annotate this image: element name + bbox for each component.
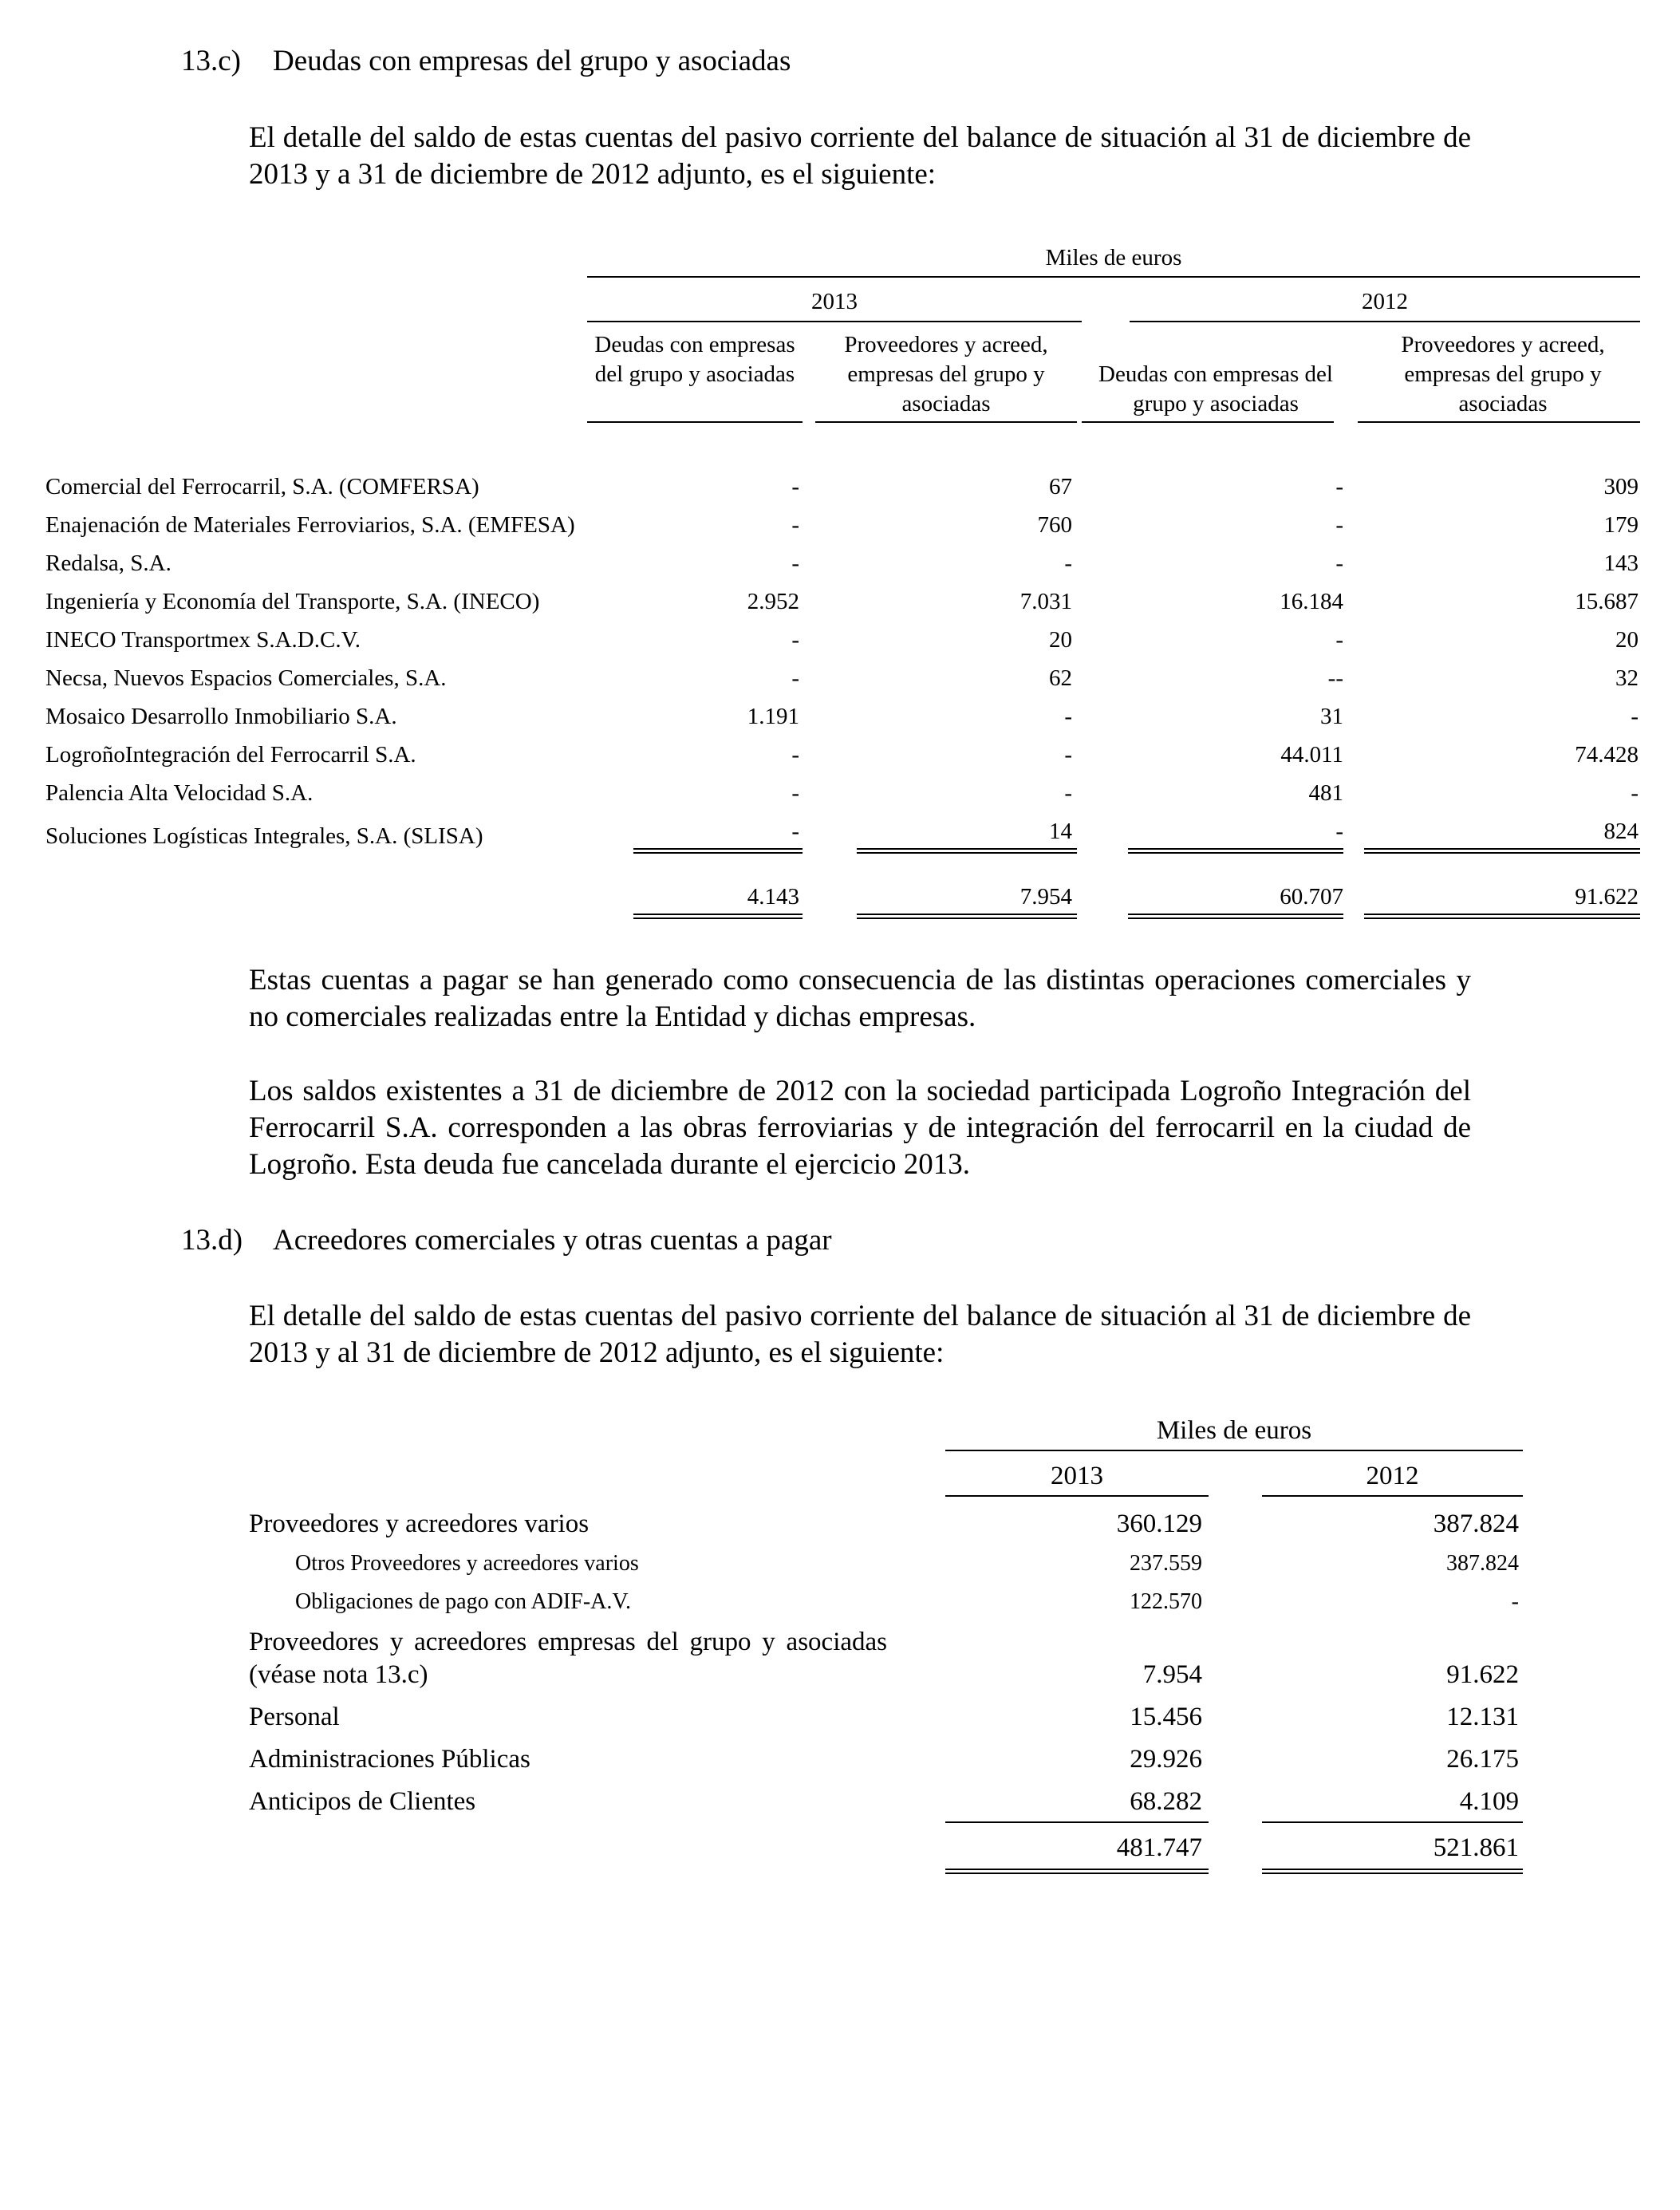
table-c-total-rule <box>1128 914 1343 919</box>
table-d-cell: 68.282 <box>1130 1787 1202 1816</box>
table-c-col-1: Deudas con empresas del grupo y asociadas <box>594 332 795 387</box>
table-d-cell: 7.954 <box>1142 1660 1202 1689</box>
table-c-col-4-rule <box>1358 421 1640 423</box>
section-d-title: Acreedores comerciales y otras cuentas a pagar <box>273 1224 832 1257</box>
table-d-cell: 237.559 <box>1130 1551 1202 1576</box>
table-c-cell: 309 <box>1603 474 1639 499</box>
table-c-cell: - <box>1335 551 1343 576</box>
table-d-year-2013-rule <box>945 1495 1209 1497</box>
section-c-number: 13.c) <box>181 45 241 77</box>
table-c-row-label: INECO Transportmex S.A.D.C.V. <box>45 627 361 653</box>
table-c-cell: - <box>1064 742 1072 768</box>
table-c-col-3: Deudas con empresas del grupo y asociadas <box>1098 361 1333 416</box>
table-d-year-2012-rule <box>1262 1495 1523 1497</box>
table-c-subtotal-rule <box>633 848 803 854</box>
table-c-cell: - <box>791 742 799 768</box>
table-d-total: 481.747 <box>1116 1833 1202 1862</box>
table-c-cell: 179 <box>1603 512 1639 538</box>
table-c-cell: - <box>1335 627 1343 653</box>
table-c-total-rule <box>633 914 803 919</box>
table-d-row-label: Proveedores y acreedores empresas del grupo y asociadas (véase nota 13.c) <box>249 1628 887 1689</box>
table-c-cell: 20 <box>1615 627 1639 653</box>
table-c-total: 7.954 <box>1019 884 1072 910</box>
table-c-total: 4.143 <box>747 884 799 910</box>
table-c-year-2012: 2012 <box>1362 289 1408 314</box>
table-d-row-label: Anticipos de Clientes <box>249 1787 476 1816</box>
table-c-cell: - <box>1335 512 1343 538</box>
table-c-row-label: Comercial del Ferrocarril, S.A. (COMFERSA) <box>45 474 479 499</box>
table-c-row-label: Redalsa, S.A. <box>45 551 172 576</box>
table-c-cell: - <box>1631 704 1639 729</box>
table-c-cell: 824 <box>1603 819 1639 844</box>
table-d-total: 521.861 <box>1433 1833 1519 1862</box>
table-c-total: 60.707 <box>1280 884 1343 910</box>
table-d-cell: 122.570 <box>1130 1589 1202 1614</box>
section-c-intro: El detalle del saldo de estas cuentas del pasivo corriente del balance de situación al 31 de diciembre de 2013 y a 31 de diciembre de 2012 adjunto, es el siguiente: <box>249 121 1471 191</box>
table-c-row-label: Soluciones Logísticas Integrales, S.A. (SLISA) <box>45 823 483 849</box>
table-c-cell: - <box>1064 780 1072 806</box>
table-c-total-rule <box>857 914 1077 919</box>
table-d-row-label: Proveedores y acreedores varios <box>249 1510 590 1538</box>
table-d-cell: 29.926 <box>1130 1745 1202 1774</box>
section-d-heading <box>181 1222 832 1259</box>
table-c-year-2013: 2013 <box>811 289 858 314</box>
table-d-subtotal-rule <box>945 1821 1209 1823</box>
table-d-unit-rule <box>945 1450 1523 1451</box>
table-c-cell: -- <box>1327 665 1343 691</box>
section-d-number: 13.d) <box>181 1224 243 1257</box>
table-c-cell: 2.952 <box>747 589 799 614</box>
table-c-col-1-rule <box>587 421 803 423</box>
section-c-para-1: Estas cuentas a pagar se han generado como consecuencia de las distintas operaciones comerciales y no comerciales realizadas entre la Entidad y dichas empresas. <box>249 964 1471 1033</box>
table-d-subtotal-rule <box>1262 1821 1523 1823</box>
table-c-cell: - <box>1631 780 1639 806</box>
table-c-total-rule <box>1364 914 1640 919</box>
table-d-cell: 91.622 <box>1446 1660 1519 1689</box>
table-d-total-rule <box>945 1869 1209 1874</box>
table-c-cell: 481 <box>1308 780 1343 806</box>
table-c-cell: - <box>791 474 799 499</box>
table-c-cell: - <box>791 627 799 653</box>
table-d-year-2013: 2013 <box>1051 1462 1103 1490</box>
table-c-cell: 62 <box>1049 665 1072 691</box>
table-c-cell: - <box>1064 704 1072 729</box>
table-c-row-label: Necsa, Nuevos Espacios Comerciales, S.A. <box>45 665 447 691</box>
table-d-cell: 4.109 <box>1459 1787 1519 1816</box>
table-d-cell: - <box>1511 1589 1519 1614</box>
table-c-cell: - <box>791 665 799 691</box>
table-c-unit-rule <box>587 276 1640 278</box>
table-d-cell: 26.175 <box>1446 1745 1519 1774</box>
table-c-cell: 16.184 <box>1280 589 1343 614</box>
table-d-cell: 15.456 <box>1130 1703 1202 1731</box>
table-c-cell: 7.031 <box>1019 589 1072 614</box>
table-c-col-2-rule <box>815 421 1077 423</box>
table-c-cell: 143 <box>1603 551 1639 576</box>
table-c-row-label: Ingeniería y Economía del Transporte, S.A. (INECO) <box>45 589 540 614</box>
table-d-subrow-label: Otros Proveedores y acreedores varios <box>295 1551 639 1576</box>
table-c-row-label: Mosaico Desarrollo Inmobiliario S.A. <box>45 704 397 729</box>
table-c-year-2012-rule <box>1130 321 1640 322</box>
table-c-cell: - <box>1335 474 1343 499</box>
table-c-cell: 1.191 <box>747 704 799 729</box>
section-c-para-2: Los saldos existentes a 31 de diciembre de 2012 con la sociedad participada Logroño Integración del Ferrocarril S.A. corresponden a las obras ferroviarias y de integración del ferrocarril en la ciudad de Logroño. Esta deuda fue cancelada durante el ejercicio 2013. <box>249 1075 1471 1181</box>
table-d-cell: 387.824 <box>1433 1510 1519 1538</box>
table-c-cell: 74.428 <box>1575 742 1639 768</box>
table-c-col-4: Proveedores y acreed, empresas del grupo y asociadas <box>1401 332 1605 416</box>
table-c-cell: - <box>791 551 799 576</box>
table-c-subtotal-rule <box>1128 848 1343 854</box>
table-c-row-label: LogroñoIntegración del Ferrocarril S.A. <box>45 742 416 768</box>
table-d-total-rule <box>1262 1869 1523 1874</box>
table-c-year-2013-rule <box>587 321 1082 322</box>
table-c-cell: 31 <box>1320 704 1343 729</box>
table-d-cell: 12.131 <box>1446 1703 1519 1731</box>
table-c-cell: 20 <box>1049 627 1072 653</box>
table-c-cell: - <box>791 780 799 806</box>
table-d-row-label: Administraciones Públicas <box>249 1745 530 1774</box>
table-c-col-3-rule <box>1082 421 1334 423</box>
table-c-total: 91.622 <box>1575 884 1639 910</box>
table-c-cell: - <box>1064 551 1072 576</box>
table-d-cell: 387.824 <box>1446 1551 1519 1576</box>
table-c-cell: 15.687 <box>1575 589 1639 614</box>
section-c-title: Deudas con empresas del grupo y asociadas <box>273 45 791 77</box>
table-c-row-label: Enajenación de Materiales Ferroviarios, S.A. (EMFESA) <box>45 512 575 538</box>
table-c-cell: 44.011 <box>1280 742 1343 768</box>
table-c-cell: - <box>791 819 799 844</box>
table-c-subtotal-rule <box>857 848 1077 854</box>
table-c-subtotal-rule <box>1364 848 1640 854</box>
table-c-cell: 14 <box>1049 819 1072 844</box>
table-d-subrow-label: Obligaciones de pago con ADIF-A.V. <box>295 1589 631 1614</box>
section-d-intro: El detalle del saldo de estas cuentas del pasivo corriente del balance de situación al 31 de diciembre de 2013 y al 31 de diciembre de 2012 adjunto, es el siguiente: <box>249 1300 1471 1369</box>
table-c-cell: - <box>1335 819 1343 844</box>
section-c-heading <box>181 43 791 80</box>
table-c-cell: - <box>791 512 799 538</box>
table-d-year-2012: 2012 <box>1366 1462 1419 1490</box>
table-c-row-label: Palencia Alta Velocidad S.A. <box>45 780 314 806</box>
table-d-row-label: Personal <box>249 1703 340 1731</box>
table-c-col-2: Proveedores y acreed, empresas del grupo y asociadas <box>844 332 1048 416</box>
table-d-unit: Miles de euros <box>1156 1416 1312 1445</box>
table-c-cell: 67 <box>1049 474 1072 499</box>
table-d-cell: 360.129 <box>1116 1510 1202 1538</box>
table-c-cell: 760 <box>1037 512 1072 538</box>
table-c-unit: Miles de euros <box>1045 245 1182 270</box>
table-c-cell: 32 <box>1615 665 1639 691</box>
